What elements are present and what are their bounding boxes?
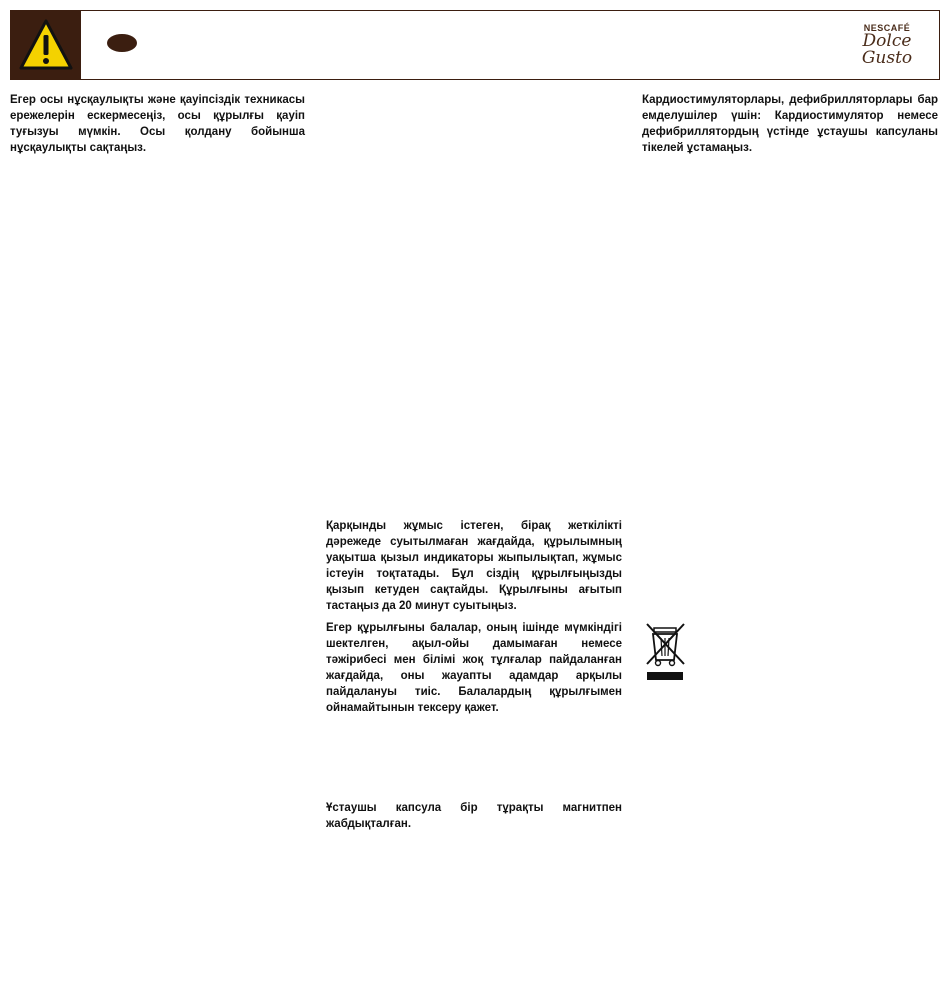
brand-line-1: NESCAFÉ — [863, 23, 911, 33]
brand-line-2: Dolce — [862, 31, 912, 51]
safety-instructions-paragraph: Егер осы нұсқаулықты және қауіпсіздік техникасы ережелерін ескермесеңіз, осы құрылғы қауіп туғызуы мүмкін. Осы қолдану бойынша нұсқаулықты сақтаңыз. — [10, 94, 305, 154]
overheat-paragraph: Қарқынды жұмыс істеген, бірақ жеткілікті дәрежеде суытылмаған жағдайда, құрылымның уақытша қызыл индикаторы жыпылықтап, жұмыс істеуін тоқтатады. Бұл сіздің құрылғыңызды қызып кетуден сақтайды. Құрылғыны ағытып тастаңыз да 20 минут суытыңыз. — [326, 520, 622, 612]
page-header — [10, 10, 940, 80]
pacemaker-warning-paragraph: Кардиостимуляторлары, дефибрилляторлары бар емделушілер үшін: Кардиостимулятор немесе дефибриллятордың үстінде ұстаушы капсуланы тікелей ұстамаңыз. — [642, 94, 938, 154]
brand-line-3: Gusto — [861, 48, 913, 68]
magnet-paragraph: Ұстаушы капсула бір тұрақты магнитпен жабдықталған. — [326, 802, 622, 830]
warning-box — [11, 11, 81, 79]
disposal-symbol — [644, 622, 688, 684]
brand-logo — [847, 23, 927, 71]
warning-triangle-icon — [18, 17, 74, 73]
children-use-paragraph: Егер құрылғыны балалар, оның ішінде мүмкіндігі шектелген, ақыл-ойы дамымаған немесе тәжірибесі мен білімі жоқ тұлғалар пайдаланған жағдайда, оны жауапты адамдар арқылы пайдалануы тиіс. Балалардың құрылғымен ойнамайтынын тексеру қажет. — [326, 622, 622, 714]
language-oval-icon — [107, 34, 137, 52]
crossed-bin-icon — [644, 622, 688, 684]
